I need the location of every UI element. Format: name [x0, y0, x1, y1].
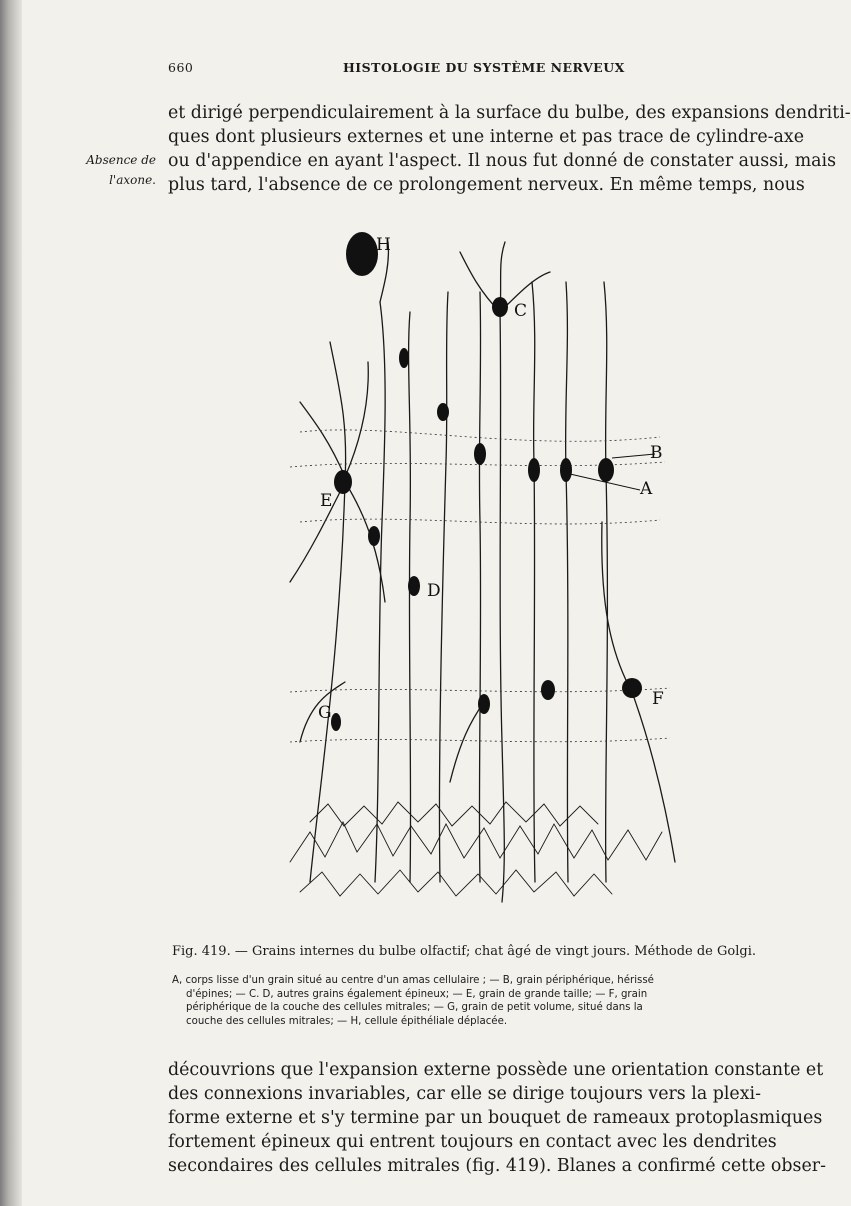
- text-line: fortement épineux qui entrent toujours en contact avec les dendrites: [168, 1132, 777, 1152]
- grain-cell-body: [331, 713, 341, 731]
- text-line: des connexions invariables, car elle se dirige toujours vers la plexi-: [168, 1084, 761, 1104]
- grain-cell-body: [478, 694, 490, 714]
- dendrite: [566, 282, 568, 882]
- caption-line: périphérique de la couche des cellules mitrales; — G, grain de petit volume, situé dans la: [186, 1002, 643, 1013]
- dendrite-branches: [310, 802, 598, 826]
- dendrite: [479, 292, 480, 882]
- grain-cell-body: [437, 403, 449, 421]
- running-head: HISTOLOGIE DU SYSTÈME NERVEUX: [343, 60, 625, 75]
- dendrite: [500, 312, 504, 902]
- grain-cell-body: [368, 526, 380, 546]
- grain-cell-body: [334, 470, 352, 494]
- figure-label-c: C: [514, 301, 528, 321]
- grain-cell-body: [528, 458, 540, 482]
- paragraph-top: [168, 101, 851, 197]
- figure-neuron-drawing: [270, 222, 690, 934]
- dendrite: [300, 362, 368, 477]
- figure-caption-title: Fig. 419. — Grains internes du bulbe olfactif; chat âgé de vingt jours. Méthode de Golgi.: [172, 944, 756, 959]
- grain-cell-body: [408, 576, 420, 596]
- caption-line: d'épines; — C. D, autres grains également épineux; — E, grain de grande taille; — F, grain: [186, 988, 648, 1000]
- margin-note-line: l'axone.: [109, 173, 156, 187]
- figure-label-d: D: [427, 581, 441, 601]
- grain-cell-body: [622, 678, 642, 698]
- dendrite: [300, 682, 484, 782]
- dendrite: [532, 282, 535, 882]
- figure-label-b: B: [650, 443, 663, 463]
- figure-label-f: F: [652, 689, 664, 709]
- margin-note: [38, 150, 156, 190]
- grain-cell-body: [399, 348, 409, 368]
- text-line: plus tard, l'absence de ce prolongement nerveux. En même temps, nous: [168, 175, 805, 195]
- grain-cell-body: [474, 443, 486, 465]
- text-line: découvrions que l'expansion externe possède une orientation constante et: [168, 1060, 824, 1080]
- page-number: 660: [168, 60, 194, 75]
- figure-label-a: A: [640, 479, 653, 499]
- figure-label-h: H: [376, 235, 391, 255]
- paragraph-bottom: [168, 1058, 826, 1178]
- leader-line: [612, 454, 655, 458]
- grain-cell-body: [492, 297, 508, 317]
- dendrite: [604, 282, 607, 882]
- grain-cell-body: [541, 680, 555, 700]
- grain-cell-body: [598, 458, 614, 482]
- caption-line: couche des cellules mitrales; — H, cellule épithéliale déplacée.: [186, 1015, 508, 1027]
- caption-line: A, corps lisse d'un grain situé au centre d'un amas cellulaire ; — B, grain périphérique, hérissé: [172, 975, 654, 986]
- dendrite-branches: [300, 870, 612, 896]
- margin-note-line: Absence de: [86, 153, 156, 167]
- epithelial-cell-body: [346, 232, 378, 276]
- text-line: forme externe et s'y termine par un bouquet de rameaux protoplasmiques: [168, 1108, 823, 1128]
- text-line: ou d'appendice en ayant l'aspect. Il nous fut donné de constater aussi, mais: [168, 151, 837, 171]
- dendrite: [409, 312, 411, 882]
- figure-label-e: E: [320, 491, 333, 511]
- page-header: [168, 60, 748, 82]
- grain-cell-body: [560, 458, 572, 482]
- text-line: ques dont plusieurs externes et une interne et pas trace de cylindre-axe: [168, 127, 804, 147]
- figure-caption-legend: [172, 974, 768, 1028]
- text-line: secondaires des cellules mitrales (fig. 419). Blanes a confirmé cette obser-: [168, 1156, 826, 1176]
- text-line: et dirigé perpendiculairement à la surface du bulbe, des expansions dendriti-: [168, 103, 851, 123]
- figure-label-g: G: [318, 703, 332, 723]
- dendrite: [439, 292, 448, 882]
- page-gutter-shadow: [0, 0, 22, 1206]
